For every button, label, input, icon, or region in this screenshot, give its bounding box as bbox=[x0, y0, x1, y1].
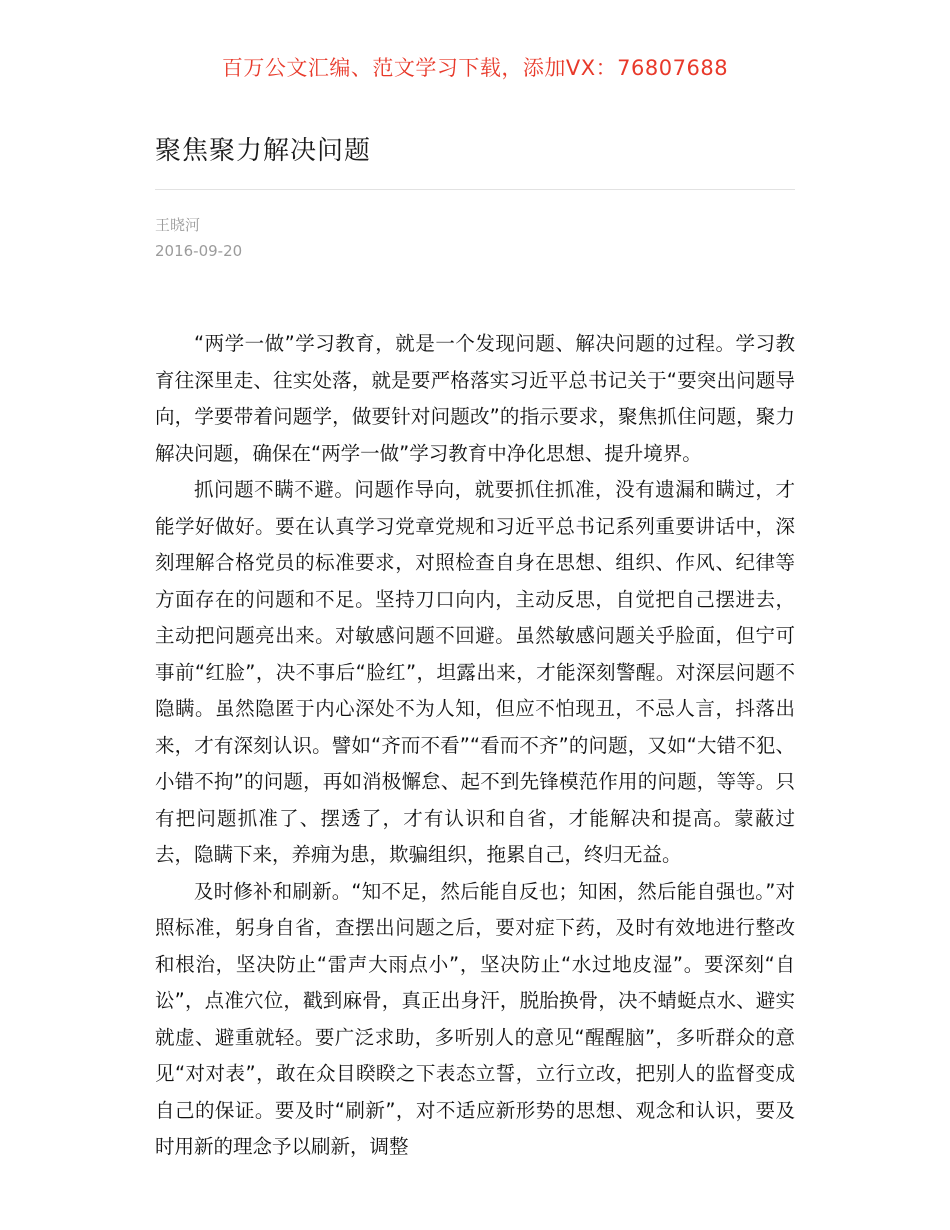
paragraph: “两学一做”学习教育，就是一个发现问题、解决问题的过程。学习教育往深里走、往实处落，就是要严格落实习近平总书记关于“要突出问题导向，学要带着问题学，做要针对问题改”的指示要求，聚焦抓住问题，聚力解决问题，确保在“两学一做”学习教育中净化思想、提升境界。 bbox=[155, 332, 795, 465]
article-container bbox=[155, 130, 795, 1166]
title-divider bbox=[155, 189, 795, 190]
paragraph: 及时修补和刷新。“知不足，然后能自反也；知困，然后能自强也。”对照标准，躬身自省，查摆出问题之后，要对症下药，及时有效地进行整改和根治，坚决防止“雷声大雨点小”，坚决防止“水过地皮湿”。要深刻“自讼”，点准穴位，戳到麻骨，真正出身汗，脱胎换骨，决不蜻蜓点水、避实就虚、避重就轻。要广泛求助，多听别人的意见“醒醒脑”，多听群众的意见“对对表”，敢在众目睽睽之下表态立誓，立行立改，把别人的监督变成自己的保证。要及时“刷新”，对不适应新形势的思想、观念和认识，要及时用新的理念予以刷新，调整 bbox=[155, 879, 795, 1158]
promo-banner: 百万公文汇编、范文学习下载，添加VX：76807688 bbox=[221, 56, 729, 80]
article-body bbox=[155, 326, 795, 1166]
article-meta bbox=[155, 212, 795, 264]
page-title: 聚焦聚力解决问题 bbox=[155, 136, 372, 166]
author-name: 王晓河 bbox=[155, 216, 201, 234]
paragraph: 抓问题不瞒不避。问题作导向，就要抓住抓准，没有遗漏和瞒过，才能学好做好。要在认真学习党章党规和习近平总书记系列重要讲话中，深刻理解合格党员的标准要求，对照检查自身在思想、组织、作风、纪律等方面存在的问题和不足。坚持刀口向内，主动反思，自觉把自己摆进去，主动把问题亮出来。对敏感问题不回避。虽然敏感问题关乎脸面，但宁可事前“红脸”，决不事后“脸红”，坦露出来，才能深刻警醒。对深层问题不隐瞒。虽然隐匿于内心深处不为人知，但应不怕现丑，不忌人言，抖落出来，才有深刻认识。譬如“齐而不看”“看而不齐”的问题，又如“大错不犯、小错不拘”的问题，再如消极懈怠、起不到先锋模范作用的问题，等等。只有把问题抓准了、摆透了，才有认识和自省，才能解决和提高。蒙蔽过去，隐瞒下来，养痈为患，欺骗组织，拖累自己，终归无益。 bbox=[155, 478, 795, 866]
publish-date: 2016-09-20 bbox=[155, 242, 243, 260]
